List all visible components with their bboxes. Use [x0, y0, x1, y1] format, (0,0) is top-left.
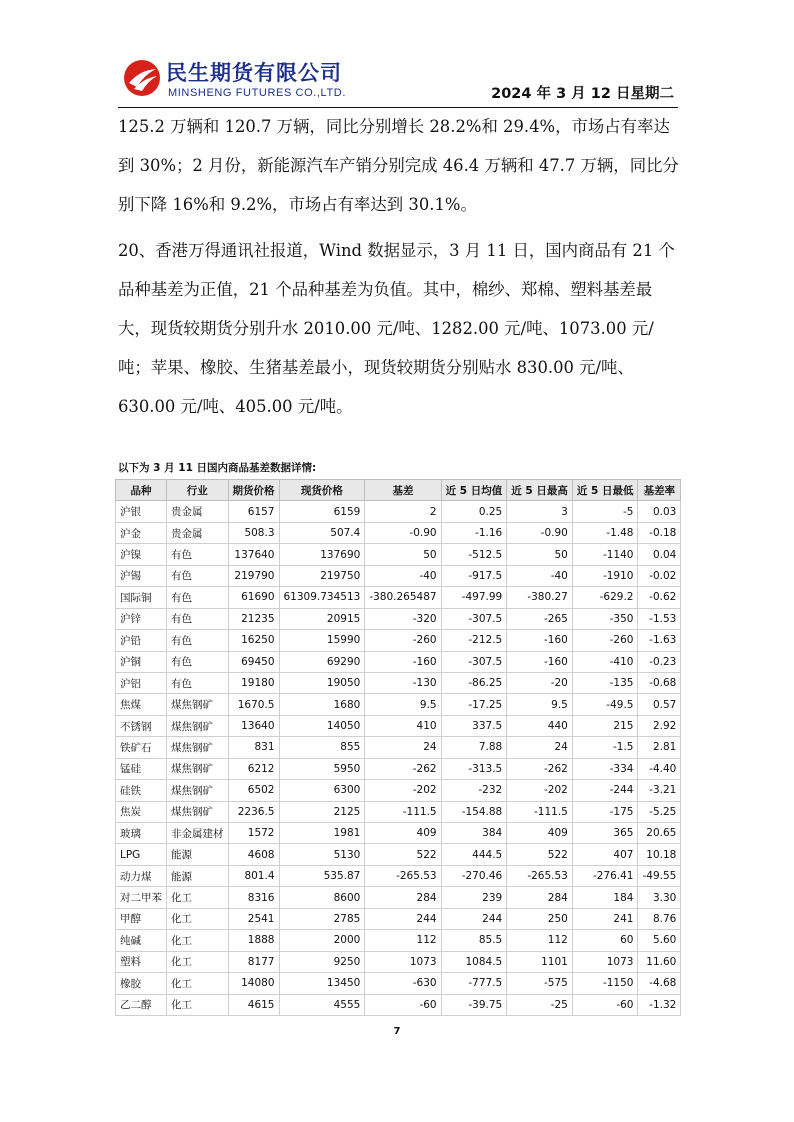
table-cell: 337.5 — [441, 715, 507, 736]
table-cell: -0.23 — [638, 651, 681, 672]
column-header: 期货价格 — [228, 480, 279, 501]
table-cell: 184 — [572, 887, 638, 908]
table-cell: 2125 — [279, 801, 365, 822]
table-cell: -60 — [572, 994, 638, 1015]
table-cell: -265.53 — [507, 865, 573, 886]
table-row — [116, 501, 681, 522]
column-header: 基差率 — [638, 480, 681, 501]
table-cell: 有色 — [167, 565, 229, 586]
table-cell: 3.30 — [638, 887, 681, 908]
table-cell: 4555 — [279, 994, 365, 1015]
table-cell: -40 — [507, 565, 573, 586]
table-cell: -260 — [572, 630, 638, 651]
table-cell: -39.75 — [441, 994, 507, 1015]
table-row — [116, 694, 681, 715]
table-cell: -270.46 — [441, 865, 507, 886]
table-cell: 8600 — [279, 887, 365, 908]
table-cell: -4.68 — [638, 973, 681, 994]
table-cell: 橡胶 — [116, 973, 167, 994]
table-cell: -111.5 — [365, 801, 441, 822]
column-header: 行业 — [167, 480, 229, 501]
table-cell: -0.18 — [638, 522, 681, 543]
table-cell: 2.81 — [638, 737, 681, 758]
table-cell: 4615 — [228, 994, 279, 1015]
company-logo — [122, 56, 372, 102]
table-cell: 522 — [365, 844, 441, 865]
table-cell: -1910 — [572, 565, 638, 586]
table-cell: -575 — [507, 973, 573, 994]
table-title: 以下为 3 月 11 日国内商品基差数据详情: — [118, 462, 317, 474]
table-cell: 沪锡 — [116, 565, 167, 586]
table-cell: -86.25 — [441, 672, 507, 693]
table-cell: 831 — [228, 737, 279, 758]
table-cell: -1.32 — [638, 994, 681, 1015]
table-cell: -154.88 — [441, 801, 507, 822]
table-cell: 贵金属 — [167, 501, 229, 522]
table-cell: -350 — [572, 608, 638, 629]
table-cell: 13450 — [279, 973, 365, 994]
table-cell: -0.90 — [507, 522, 573, 543]
logo-chinese-name: 民生期货有限公司 — [166, 61, 342, 85]
table-cell: 409 — [365, 823, 441, 844]
table-cell: 19050 — [279, 672, 365, 693]
table-cell: 244 — [441, 908, 507, 929]
table-cell: -777.5 — [441, 973, 507, 994]
table-cell: -410 — [572, 651, 638, 672]
table-cell: -917.5 — [441, 565, 507, 586]
table-cell: 20915 — [279, 608, 365, 629]
table-cell: 甲醇 — [116, 908, 167, 929]
table-cell: 硅铁 — [116, 780, 167, 801]
table-cell: -1.16 — [441, 522, 507, 543]
table-cell: 7.88 — [441, 737, 507, 758]
table-row — [116, 544, 681, 565]
table-row — [116, 587, 681, 608]
table-cell: 855 — [279, 737, 365, 758]
table-cell: -25 — [507, 994, 573, 1015]
table-cell: 0.57 — [638, 694, 681, 715]
table-cell: 化工 — [167, 930, 229, 951]
table-cell: -3.21 — [638, 780, 681, 801]
table-cell: -49.5 — [572, 694, 638, 715]
table-cell: -175 — [572, 801, 638, 822]
table-cell: 化工 — [167, 908, 229, 929]
table-cell: -4.40 — [638, 758, 681, 779]
table-cell: -262 — [507, 758, 573, 779]
table-cell: 365 — [572, 823, 638, 844]
table-cell: 241 — [572, 908, 638, 929]
table-cell: 国际铜 — [116, 587, 167, 608]
table-cell: -497.99 — [441, 587, 507, 608]
table-cell: 8177 — [228, 951, 279, 972]
table-row — [116, 522, 681, 543]
table-cell: -135 — [572, 672, 638, 693]
table-cell: -276.41 — [572, 865, 638, 886]
table-row — [116, 823, 681, 844]
table-cell: 1572 — [228, 823, 279, 844]
table-cell: -212.5 — [441, 630, 507, 651]
column-header: 近 5 日最低 — [572, 480, 638, 501]
table-cell: 112 — [365, 930, 441, 951]
table-cell: -1.63 — [638, 630, 681, 651]
table-row — [116, 865, 681, 886]
table-cell: 化工 — [167, 951, 229, 972]
table-cell: 能源 — [167, 865, 229, 886]
table-cell: 有色 — [167, 608, 229, 629]
table-cell: 化工 — [167, 994, 229, 1015]
column-header: 近 5 日最高 — [507, 480, 573, 501]
table-body — [116, 501, 681, 1016]
table-cell: 239 — [441, 887, 507, 908]
table-cell: 1101 — [507, 951, 573, 972]
table-cell: 137690 — [279, 544, 365, 565]
table-cell: 0.04 — [638, 544, 681, 565]
table-cell: 535.87 — [279, 865, 365, 886]
table-cell: 0.25 — [441, 501, 507, 522]
table-cell: -307.5 — [441, 608, 507, 629]
table-cell: 贵金属 — [167, 522, 229, 543]
table-cell: 纯碱 — [116, 930, 167, 951]
column-header: 现货价格 — [279, 480, 365, 501]
table-row — [116, 565, 681, 586]
table-cell: -130 — [365, 672, 441, 693]
column-header: 基差 — [365, 480, 441, 501]
table-cell: 85.5 — [441, 930, 507, 951]
table-cell: -307.5 — [441, 651, 507, 672]
table-cell: 沪铝 — [116, 672, 167, 693]
table-cell: -1150 — [572, 973, 638, 994]
table-cell: -202 — [365, 780, 441, 801]
table-row — [116, 887, 681, 908]
table-cell: 沪银 — [116, 501, 167, 522]
table-cell: 8.76 — [638, 908, 681, 929]
table-cell: -60 — [365, 994, 441, 1015]
table-cell: -0.02 — [638, 565, 681, 586]
table-row — [116, 930, 681, 951]
table-cell: 250 — [507, 908, 573, 929]
body-text — [118, 107, 684, 433]
table-cell: 2.92 — [638, 715, 681, 736]
table-cell: -380.27 — [507, 587, 573, 608]
table-cell: 21235 — [228, 608, 279, 629]
table-cell: 煤焦钢矿 — [167, 715, 229, 736]
table-cell: -1.48 — [572, 522, 638, 543]
table-row — [116, 994, 681, 1015]
table-cell: 409 — [507, 823, 573, 844]
table-cell: 煤焦钢矿 — [167, 737, 229, 758]
table-cell: 440 — [507, 715, 573, 736]
table-row — [116, 608, 681, 629]
table-cell: -1.5 — [572, 737, 638, 758]
table-cell: 1084.5 — [441, 951, 507, 972]
table-cell: 61690 — [228, 587, 279, 608]
table-cell: 3 — [507, 501, 573, 522]
table-cell: 801.4 — [228, 865, 279, 886]
basis-data-table — [115, 479, 681, 1016]
table-row — [116, 973, 681, 994]
table-row — [116, 630, 681, 651]
table-cell: 11.60 — [638, 951, 681, 972]
table-cell: 61309.734513 — [279, 587, 365, 608]
table-cell: 410 — [365, 715, 441, 736]
page-header — [118, 52, 678, 108]
table-cell: 5130 — [279, 844, 365, 865]
table-cell: 112 — [507, 930, 573, 951]
table-row — [116, 672, 681, 693]
table-cell: -265.53 — [365, 865, 441, 886]
table-cell: 2541 — [228, 908, 279, 929]
table-cell: -49.55 — [638, 865, 681, 886]
table-row — [116, 951, 681, 972]
table-cell: 沪锌 — [116, 608, 167, 629]
table-cell: -0.62 — [638, 587, 681, 608]
table-cell: 4608 — [228, 844, 279, 865]
table-cell: -1.53 — [638, 608, 681, 629]
table-cell: 219750 — [279, 565, 365, 586]
table-cell: 6159 — [279, 501, 365, 522]
table-cell: 能源 — [167, 844, 229, 865]
table-cell: 384 — [441, 823, 507, 844]
table-cell: 乙二醇 — [116, 994, 167, 1015]
table-cell: LPG — [116, 844, 167, 865]
table-cell: 沪铜 — [116, 651, 167, 672]
table-cell: 焦煤 — [116, 694, 167, 715]
table-cell: 10.18 — [638, 844, 681, 865]
table-cell: 1680 — [279, 694, 365, 715]
table-cell: 137640 — [228, 544, 279, 565]
table-cell: 不锈钢 — [116, 715, 167, 736]
table-cell: 24 — [365, 737, 441, 758]
table-cell: 1073 — [572, 951, 638, 972]
table-cell: -334 — [572, 758, 638, 779]
table-cell: 16250 — [228, 630, 279, 651]
table-cell: 14050 — [279, 715, 365, 736]
table-cell: -160 — [507, 630, 573, 651]
table-cell: -232 — [441, 780, 507, 801]
table-row — [116, 801, 681, 822]
table-cell: 对二甲苯 — [116, 887, 167, 908]
table-cell: 5950 — [279, 758, 365, 779]
table-cell: -630 — [365, 973, 441, 994]
table-cell: 有色 — [167, 672, 229, 693]
table-cell: -512.5 — [441, 544, 507, 565]
table-cell: 244 — [365, 908, 441, 929]
table-cell: 508.3 — [228, 522, 279, 543]
table-cell: 1981 — [279, 823, 365, 844]
table-cell: 沪铅 — [116, 630, 167, 651]
table-cell: 6300 — [279, 780, 365, 801]
column-header: 品种 — [116, 480, 167, 501]
table-cell: -5 — [572, 501, 638, 522]
table-cell: 铁矿石 — [116, 737, 167, 758]
table-cell: -20 — [507, 672, 573, 693]
table-cell: 焦炭 — [116, 801, 167, 822]
table-cell: -0.90 — [365, 522, 441, 543]
table-cell: 沪镍 — [116, 544, 167, 565]
paragraph-1: 125.2 万辆和 120.7 万辆，同比分别增长 28.2%和 29.4%，市场占有率达到 30%；2 月份，新能源汽车产销分别完成 46.4 万辆和 47.7 万辆，同比分别下降 16%和 9.2%，市场占有率达到 30.1%。 — [118, 117, 679, 214]
table-cell: -1140 — [572, 544, 638, 565]
table-cell: 19180 — [228, 672, 279, 693]
table-cell: 444.5 — [441, 844, 507, 865]
table-cell: 215 — [572, 715, 638, 736]
table-cell: -202 — [507, 780, 573, 801]
table-cell: 219790 — [228, 565, 279, 586]
table-header-row — [116, 480, 681, 501]
table-cell: 化工 — [167, 887, 229, 908]
table-row — [116, 651, 681, 672]
table-cell: 玻璃 — [116, 823, 167, 844]
table-cell: 9.5 — [507, 694, 573, 715]
table-cell: 6157 — [228, 501, 279, 522]
table-cell: 9.5 — [365, 694, 441, 715]
table-row — [116, 758, 681, 779]
table-cell: 50 — [507, 544, 573, 565]
table-cell: 50 — [365, 544, 441, 565]
table-cell: 9250 — [279, 951, 365, 972]
table-cell: 8316 — [228, 887, 279, 908]
table-cell: -17.25 — [441, 694, 507, 715]
table-cell: 69450 — [228, 651, 279, 672]
table-cell: 407 — [572, 844, 638, 865]
table-cell: -262 — [365, 758, 441, 779]
table-cell: 煤焦钢矿 — [167, 694, 229, 715]
table-cell: 1888 — [228, 930, 279, 951]
table-cell: 有色 — [167, 544, 229, 565]
table-cell: 2 — [365, 501, 441, 522]
table-cell: 14080 — [228, 973, 279, 994]
table-cell: 煤焦钢矿 — [167, 780, 229, 801]
table-cell: 5.60 — [638, 930, 681, 951]
table-cell: 0.03 — [638, 501, 681, 522]
table-cell: -320 — [365, 608, 441, 629]
table-cell: 6212 — [228, 758, 279, 779]
table-cell: 非金属建材 — [167, 823, 229, 844]
table-row — [116, 844, 681, 865]
table-cell: 煤焦钢矿 — [167, 801, 229, 822]
table-cell: -160 — [365, 651, 441, 672]
table-cell: -40 — [365, 565, 441, 586]
table-cell: 13640 — [228, 715, 279, 736]
table-cell: 6502 — [228, 780, 279, 801]
table-row — [116, 737, 681, 758]
table-cell: 24 — [507, 737, 573, 758]
table-cell: -0.68 — [638, 672, 681, 693]
table-cell: -260 — [365, 630, 441, 651]
table-cell: 有色 — [167, 587, 229, 608]
header-date: 2024 年 3 月 12 日星期二 — [491, 86, 674, 102]
table-cell: 有色 — [167, 630, 229, 651]
table-cell: 507.4 — [279, 522, 365, 543]
table-cell: 284 — [365, 887, 441, 908]
table-cell: -244 — [572, 780, 638, 801]
table-cell: 1670.5 — [228, 694, 279, 715]
table-cell: 沪金 — [116, 522, 167, 543]
table-cell: 522 — [507, 844, 573, 865]
column-header: 近 5 日均值 — [441, 480, 507, 501]
table-cell: -313.5 — [441, 758, 507, 779]
paragraph-2: 20、香港万得通讯社报道，Wind 数据显示，3 月 11 日，国内商品有 21 个品种基差为正值，21 个品种基差为负值。其中，棉纱、郑棉、塑料基差最大，现货较期货分别升水 2010.00 元/吨、1282.00 元/吨、1073.00 元/吨；苹果、橡胶、生猪基差最小，现货较期货分别贴水 830.00 元/吨、630.00 元/吨、405.00 元/吨。 — [118, 241, 675, 416]
table-cell: 60 — [572, 930, 638, 951]
table-cell: 锰硅 — [116, 758, 167, 779]
table-cell: -111.5 — [507, 801, 573, 822]
table-cell: 动力煤 — [116, 865, 167, 886]
table-cell: 塑料 — [116, 951, 167, 972]
table-row — [116, 715, 681, 736]
table-cell: -629.2 — [572, 587, 638, 608]
table-cell: 有色 — [167, 651, 229, 672]
table-cell: 2236.5 — [228, 801, 279, 822]
table-cell: -265 — [507, 608, 573, 629]
table-cell: 15990 — [279, 630, 365, 651]
table-cell: 20.65 — [638, 823, 681, 844]
table-cell: 69290 — [279, 651, 365, 672]
table-cell: -160 — [507, 651, 573, 672]
table-cell: 284 — [507, 887, 573, 908]
table-cell: -5.25 — [638, 801, 681, 822]
logo-english-name: MINSHENG FUTURES CO.,LTD. — [168, 87, 346, 99]
minsheng-logo-icon — [122, 58, 162, 98]
table-cell: 1073 — [365, 951, 441, 972]
table-cell: 化工 — [167, 973, 229, 994]
table-row — [116, 780, 681, 801]
table-cell: -380.265487 — [365, 587, 441, 608]
table-cell: 煤焦钢矿 — [167, 758, 229, 779]
table-cell: 2785 — [279, 908, 365, 929]
page-number: 7 — [393, 1026, 401, 1037]
table-row — [116, 908, 681, 929]
table-cell: 2000 — [279, 930, 365, 951]
